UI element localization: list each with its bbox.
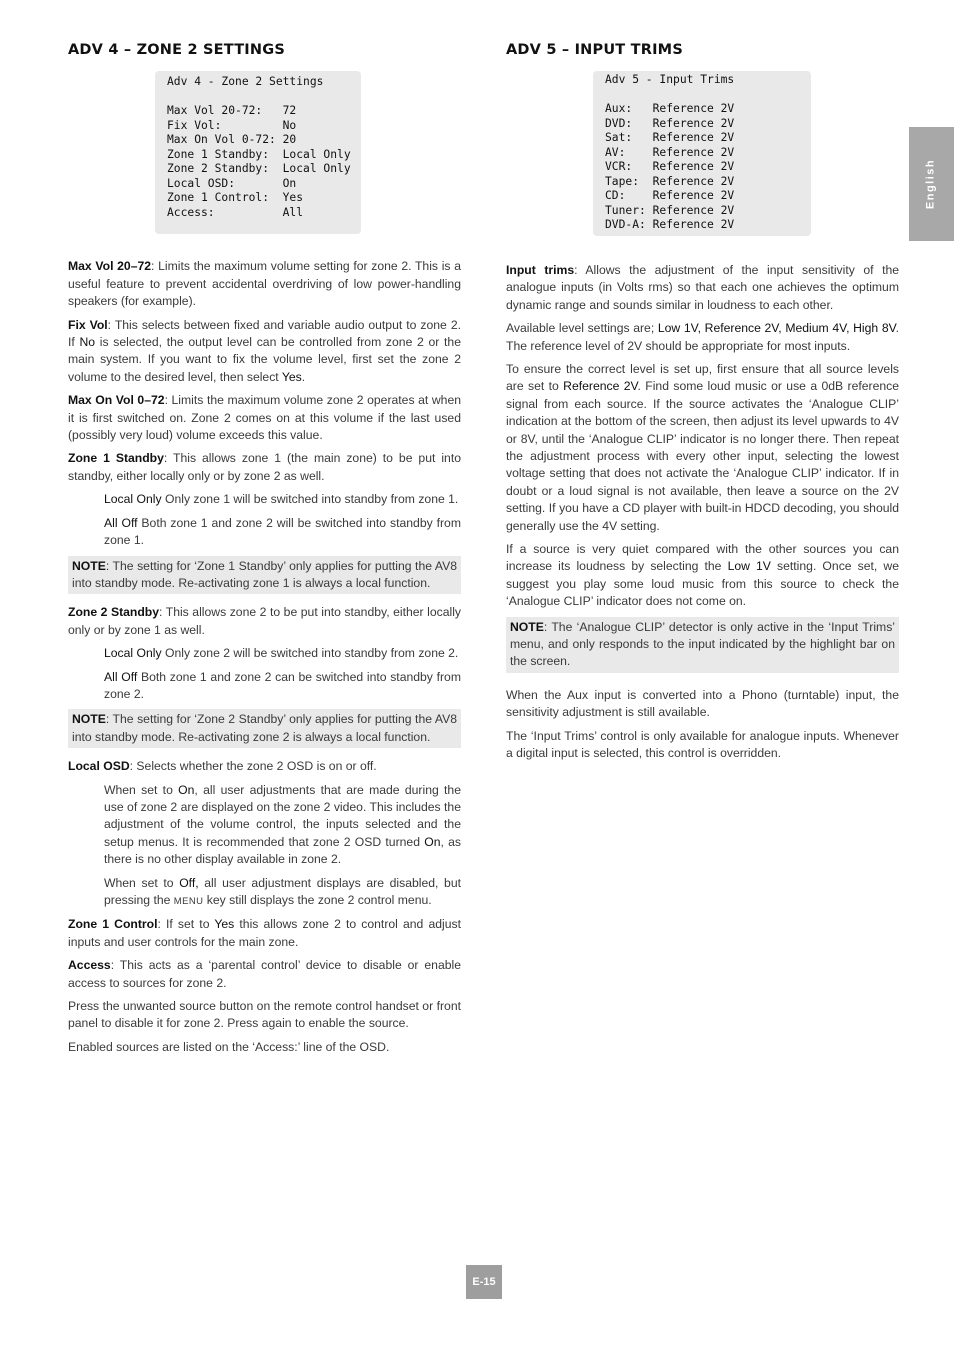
body-text: : Limits the maximum volume zone 2 operates at when it is first switched on. Zone 2 comes on at this volume if the last used (possibly very loud) volume exceeds this value.: [68, 393, 461, 443]
term: Zone 2 Standby: [68, 605, 160, 620]
body-text: Both zone 1 and zone 2 can be switched into standby from zone 2.: [104, 669, 461, 701]
language-side-tab: [909, 127, 954, 241]
value: Low 1V, Reference 2V, Medium 4V, High 8V: [657, 321, 896, 336]
osd-on-paragraph: [68, 782, 461, 869]
body-text: : Limits the maximum volume setting for zone 2. This is a useful feature to prevent accidental overdriving of low power-handling speakers (for example).: [68, 259, 461, 309]
osd-line: VCR: Reference 2V: [605, 160, 735, 174]
max-vol-paragraph: [68, 258, 461, 310]
value: No: [79, 335, 96, 350]
body-text: : This selects between fixed and variable audio output to zone 2. If: [68, 317, 461, 350]
input-trims-paragraph: [506, 262, 899, 314]
digital-input-paragraph: The ‘Input Trims’ control is only available for analogue inputs. Whenever a digital input is selected, this control is overridden.: [506, 728, 899, 761]
value: Local Only: [104, 492, 162, 507]
body-text: all user adjustment displays are disabled, but pressing the: [104, 875, 461, 907]
right-column: [506, 40, 899, 768]
body-text: this allows zone 2 to control and adjust inputs and user controls for the main zone.: [68, 917, 461, 949]
local-osd-paragraph: [68, 758, 461, 775]
osd-line: Max On Vol 0-72: 20: [167, 133, 297, 147]
body-text: : Allows the adjustment of the input sensitivity of the analogue inputs (in Volts rms) so that each one achieves the optimum dynamic range and sounds similar in loudness to each other.: [506, 262, 900, 312]
osd-line: Tuner: Reference 2V: [605, 203, 735, 217]
body-text: Both zone 1 and zone 2 will be switched into standby from zone 1.: [104, 515, 461, 548]
zone1-control-paragraph: [68, 916, 461, 951]
term: Fix Vol: [68, 317, 108, 332]
fix-vol-paragraph: [68, 317, 461, 387]
osd-line: DVD-A: Reference 2V: [605, 218, 735, 232]
page-number: E-15: [466, 1265, 502, 1299]
zone1-local-only-paragraph: [68, 491, 461, 508]
value: Yes: [214, 917, 235, 932]
body-text: , as there is no other display available in zone 2.: [104, 834, 461, 867]
value: Yes: [281, 369, 302, 384]
zone1-standby-paragraph: [68, 450, 461, 485]
body-text: .: [301, 369, 306, 384]
body-text: is selected, the output level can be controlled from zone 2 or the main system. If you want to fix the volume level, first set the zone 2 volume to the desired level, then select: [68, 335, 461, 384]
value: Local Only: [104, 646, 162, 661]
body-text: When set to: [104, 782, 179, 797]
aux-phono-paragraph: When the Aux input is converted into a Phono (turntable) input, the sensitivity adjustment is still available.: [506, 687, 899, 720]
enabled-sources-paragraph: Enabled sources are listed on the ‘Access:’ line of the OSD.: [68, 1039, 390, 1054]
osd-line: Adv 5 - Input Trims: [605, 73, 735, 87]
zone2-local-only-paragraph: [68, 645, 461, 662]
term: Input trims: [506, 262, 575, 277]
body-text: . Find some loud music or use a 0dB reference signal from each source. If the source activates the ‘Analogue CLIP’ indication at the bottom of the screen, then adjust its level upwards to 4V or 8V, until the ‘Analogue CLIP’ indicator is no longer there. Then repeat the adjustment process with every other input, selecting the lowest voltage setting that does not activate the ‘Analogue CLIP’ indicator. If in doubt or a loud signal is not available, then leave a source on the 2V setting. If you have a CD player with built-in HDCD decoding, you should generally use the 4V setting.: [506, 379, 900, 533]
body-text: : The setting for ‘Zone 2 Standby’ only applies for putting the AV8 into standby mode. Re-activating zone 2 is always a local function.: [72, 712, 457, 744]
osd-line: Zone 2 Standby: Local Only: [167, 162, 351, 176]
value: Low 1V: [727, 559, 771, 574]
osd-line: Max Vol 20-72: 72: [167, 104, 297, 118]
body-text: key still displays the zone 2 control menu.: [203, 893, 432, 907]
levels-paragraph: [506, 320, 899, 355]
value: Off,: [179, 875, 199, 890]
zone2-all-off-paragraph: [68, 669, 461, 704]
body-text: : This acts as a ‘parental control’ device to disable or enable access to sources for zone 2.: [68, 958, 461, 990]
value: All Off: [104, 515, 138, 530]
note-label: NOTE: [72, 712, 106, 727]
osd-line: Zone 1 Standby: Local Only: [167, 147, 351, 161]
osd-line: Access: All: [167, 205, 304, 219]
body-text: : This allows zone 2 to be put into standby, either locally only or by zone 1 as well.: [68, 605, 462, 637]
left-column: [68, 40, 461, 1062]
note-zone1: [68, 556, 461, 595]
value: On: [178, 782, 195, 797]
term: Zone 1 Standby: [68, 451, 164, 466]
osd-line: Zone 1 Control: Yes: [167, 191, 304, 205]
value: All Off: [104, 669, 138, 684]
body-text: If a source is very quiet compared with the other sources you can increase its loudness by selecting the: [506, 542, 899, 574]
osd-line: [167, 90, 349, 105]
osd-line: Tape: Reference 2V: [605, 174, 735, 188]
body-text: Only zone 2 will be switched into standby from zone 2.: [161, 646, 459, 661]
term: Access: [68, 958, 111, 973]
press-paragraph: Press the unwanted source button on the remote control handset or front panel to disable it for zone 2. Press again to enable the source.: [68, 999, 461, 1031]
term: Max On Vol 0–72: [68, 393, 165, 408]
zone2-settings-heading: ADV 4 – ZONE 2 SETTINGS: [68, 42, 285, 58]
osd-line: Fix Vol: No: [167, 118, 297, 132]
max-on-vol-paragraph: [68, 392, 461, 444]
value: Reference 2V: [563, 379, 638, 394]
term: Zone 1 Control: [68, 917, 158, 932]
osd-line: Aux: Reference 2V: [605, 102, 735, 116]
body-text: To ensure the correct level is set up, first ensure that all source levels are set to: [506, 361, 899, 394]
osd-line: AV: Reference 2V: [605, 145, 735, 159]
note-analogue-clip: [506, 617, 899, 673]
zone1-all-off-paragraph: [68, 515, 461, 550]
body-text: : Selects whether the zone 2 OSD is on or off.: [129, 759, 377, 774]
note-zone2: [68, 709, 461, 748]
zone2-osd-panel: [155, 71, 361, 234]
language-label: English: [924, 158, 937, 210]
note-label: NOTE: [72, 558, 106, 573]
zone2-standby-paragraph: [68, 604, 461, 639]
input-trims-heading: ADV 5 – INPUT TRIMS: [506, 42, 683, 58]
body-text: Only zone 1 will be switched into standby from zone 1.: [161, 492, 459, 507]
body-text: When set to: [104, 875, 180, 890]
quiet-source-paragraph: [506, 541, 899, 611]
term: Max Vol 20–72: [68, 259, 152, 274]
value: On: [424, 834, 441, 849]
input-trims-osd-panel: [593, 71, 811, 236]
osd-line: DVD: Reference 2V: [605, 116, 735, 130]
osd-line: Sat: Reference 2V: [605, 131, 735, 145]
body-text: , all user adjustments that are made during the use of zone 2 are displayed on the zone 2 video. This includes the adjustment of the volume control, the inputs selected and the setup menus. It is recommended that zone 2 OSD turned: [104, 782, 461, 849]
body-text: . The reference level of 2V should be appropriate for most inputs.: [506, 321, 899, 353]
menu-key-label: MENU: [173, 896, 204, 907]
ensure-level-paragraph: [506, 361, 899, 535]
body-text: : The setting for ‘Zone 1 Standby’ only applies for putting the AV8 into standby mode. Re-activating zone 1 is always a local function.: [72, 558, 457, 590]
osd-line: Local OSD: On: [167, 176, 297, 190]
term: Local OSD: [68, 759, 130, 774]
osd-line: [605, 88, 799, 103]
osd-off-paragraph: [68, 875, 461, 911]
osd-line: Adv 4 - Zone 2 Settings: [167, 75, 324, 89]
osd-line: CD: Reference 2V: [605, 189, 735, 203]
body-text: : The ‘Analogue CLIP’ detector is only active in the ‘Input Trims’ menu, and only responds to the input indicated by the highlight bar on the screen.: [510, 619, 895, 669]
note-label: NOTE: [510, 619, 544, 634]
body-text: : If set to: [157, 917, 215, 932]
access-paragraph: [68, 957, 461, 992]
body-text: : This allows zone 1 (the main zone) to be put into standby, either locally only or by zone 2 as well.: [68, 451, 461, 483]
body-text: Available level settings are;: [506, 321, 658, 336]
body-text: setting. Once set, we suggest you play some loud music from this source to check the ‘Analogue CLIP’ indicator does not come on.: [506, 559, 899, 609]
